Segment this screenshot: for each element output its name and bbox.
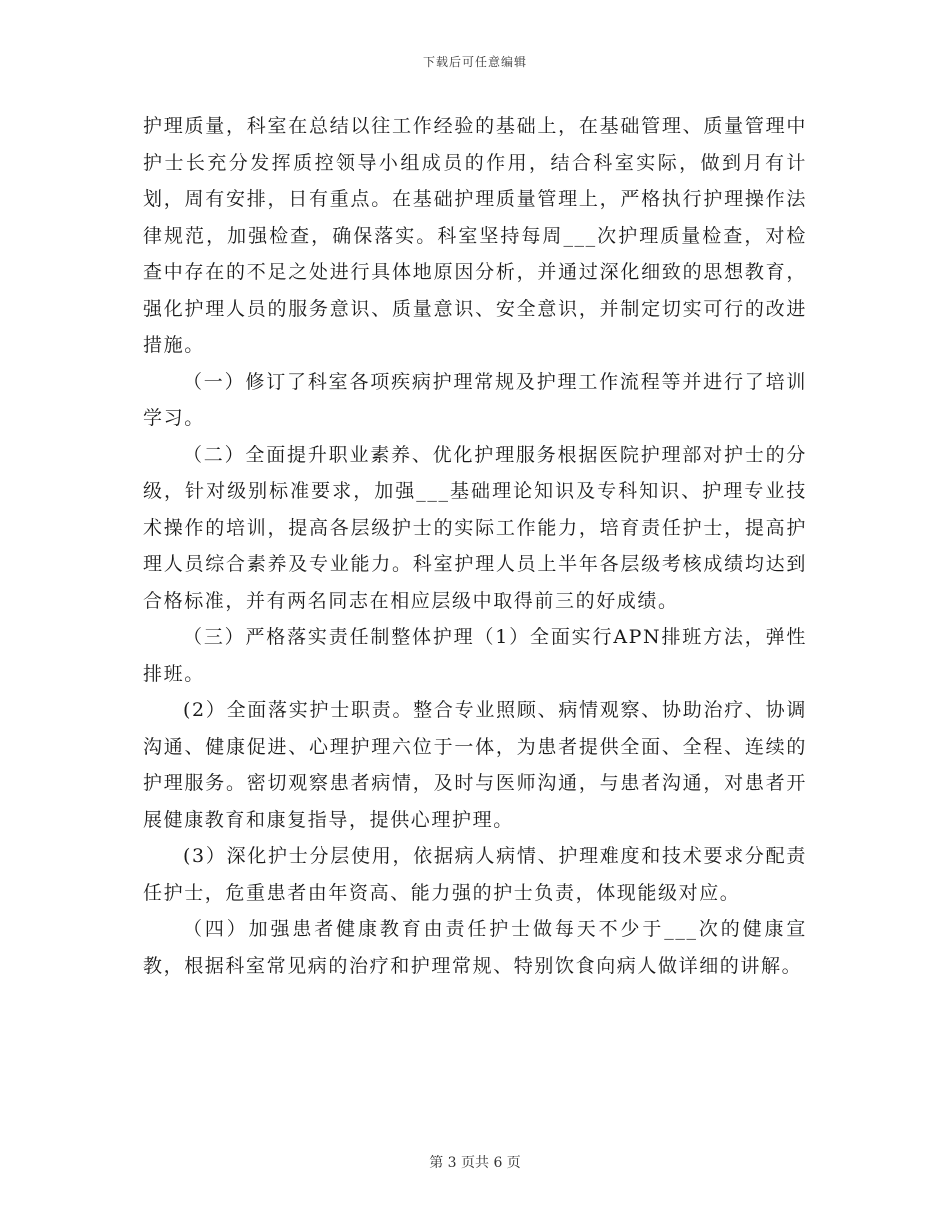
paragraph-item-2: (2）全面落实护士职责。整合专业照顾、病情观察、协助治疗、协调沟通、健康促进、心理护理六位于一体，为患者提供全面、全程、连续的护理服务。密切观察患者病情，及时与医师沟通，与患者沟通，对患者开展健康教育和康复指导，提供心理护理。 — [143, 699, 807, 831]
paragraph-section-4: （四）加强患者健康教育由责任护士做每天不少于___次的健康宣教，根据科室常见病的治疗和护理常规、特别饮食向病人做详细的讲解。 — [143, 918, 807, 977]
paragraph-section-3: （三）严格落实责任制整体护理（1）全面实行APN排班方法，弹性排班。 — [143, 626, 807, 685]
page-header-note: 下载后可任意编辑 — [422, 55, 527, 69]
paragraph-section-2: （二）全面提升职业素养、优化护理服务根据医院护理部对护士的分级，针对级别标准要求，加强___基础理论知识及专科知识、护理专业技术操作的培训，提高各层级护士的实际工作能力，培育责任护士，提高护理人员综合素养及专业能力。科室护理人员上半年各层级考核成绩均达到合格标准，并有两名同志在相应层级中取得前三的好成绩。 — [143, 443, 807, 612]
page-number-footer: 第 3 页共 6 页 — [429, 1155, 521, 1171]
document-body — [143, 108, 807, 984]
paragraph-section-1: （一）修订了科室各项疾病护理常规及护理工作流程等并进行了培训学习。 — [143, 370, 807, 429]
paragraph-item-3: (3）深化护士分层使用，依据病人病情、护理难度和技术要求分配责任护士，危重患者由年资高、能力强的护士负责，体现能级对应。 — [143, 845, 807, 904]
paragraph-continuation: 护理质量，科室在总结以往工作经验的基础上，在基础管理、质量管理中护士长充分发挥质控领导小组成员的作用，结合科室实际，做到月有计划，周有安排，日有重点。在基础护理质量管理上，严格执行护理操作法律规范，加强检查，确保落实。科室坚持每周___次护理质量检查，对检查中存在的不足之处进行具体地原因分析，并通过深化细致的思想教育，强化护理人员的服务意识、质量意识、安全意识，并制定切实可行的改进措施。 — [143, 115, 807, 356]
